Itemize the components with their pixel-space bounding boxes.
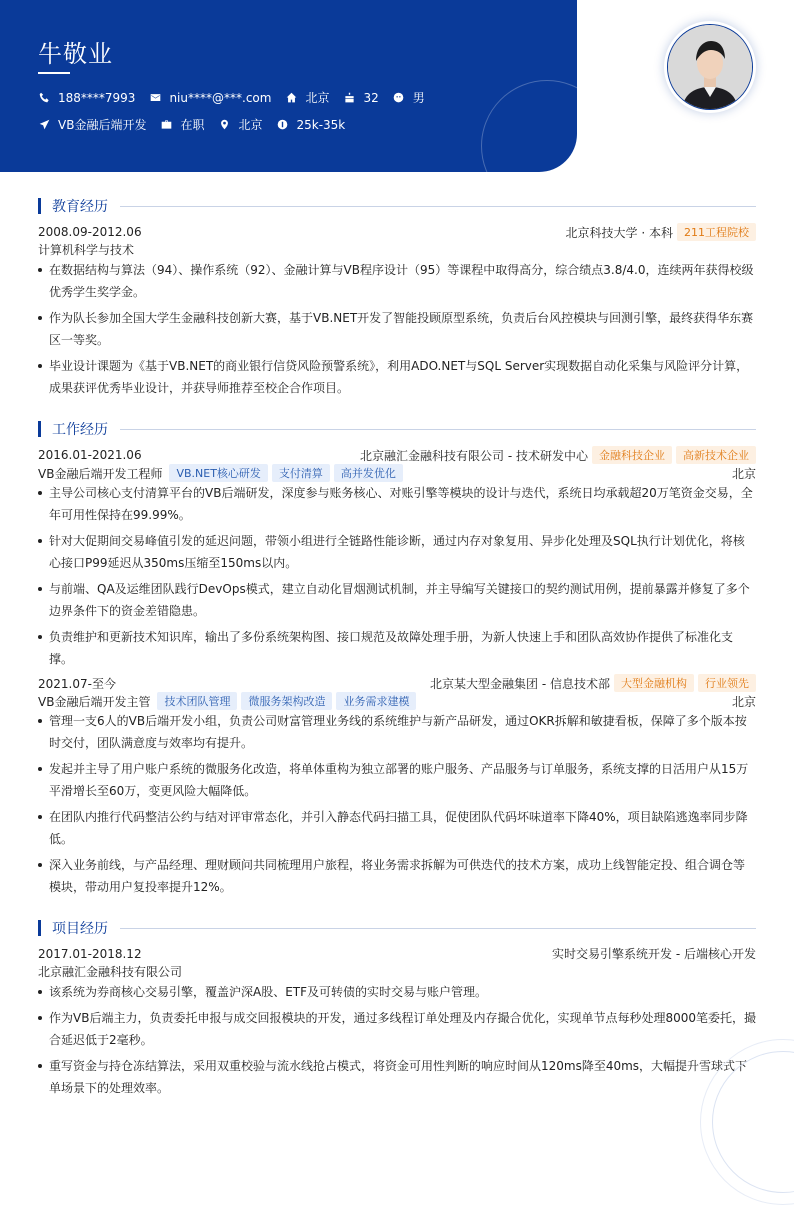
salary-text: 25k-35k (296, 117, 346, 132)
list-item: 针对大促期间交易峰值引发的延迟问题，带领小组进行全链路性能诊断，通过内存对象复用、异步化处理及SQL执行计划优化，将核心接口P99延迟从350ms压缩至150ms以内。 (38, 530, 756, 574)
city-text: 北京 (305, 91, 330, 105)
list-item: 负责维护和更新技术知识库，输出了多份系统架构图、接口规范及故障处理手册，为新人快速上手和团队高效协作提供了标准化支撑。 (38, 626, 756, 670)
mail-icon (149, 92, 161, 104)
salary-item (276, 118, 345, 132)
list-item: 在团队内推行代码整洁公约与结对评审常态化，并引入静态代码扫描工具，促使团队代码坏味道率下降40%，项目缺陷逃逸率同步降低。 (38, 806, 756, 850)
company-tag: 大型金融机构 (614, 674, 694, 692)
gender-text: 男 (412, 91, 425, 105)
target-job-text: VB金融后端开发 (58, 118, 147, 132)
age-item (343, 91, 378, 105)
portrait-image (668, 25, 752, 109)
project-section-title: 项目经历 (38, 918, 756, 938)
list-item: 发起并主导了用户账户系统的微服务化改造，将单体重构为独立部署的账户服务、产品服务与订单服务，系统支撑的日活用户从15万平滑增长至60万，变更风险大幅降低。 (38, 758, 756, 802)
header-banner (0, 0, 577, 172)
decorative-circle (481, 80, 577, 172)
status-item (160, 116, 204, 133)
company-tag: 高新技术企业 (676, 446, 756, 464)
education-major-row (38, 241, 756, 258)
work-section-title: 工作经历 (38, 419, 756, 439)
title-accent-bar (38, 920, 41, 936)
project-role: 实时交易引擎系统开发 - 后端核心开发 (552, 947, 756, 961)
list-item: 深入业务前线，与产品经理、理财顾问共同梳理用户旅程，将业务需求拆解为可供迭代的技术方案，成功上线智能定投、组合调仓等模块，带动用户复投率提升12%。 (38, 854, 756, 898)
education-school: 北京科技大学 · 本科 (565, 225, 673, 240)
email-text: niu****@***.com (169, 90, 272, 105)
name-underline (38, 72, 70, 74)
project-period: 2017.01-2018.12 (38, 946, 142, 961)
education-period: 2008.09-2012.06 (38, 225, 142, 239)
work-2-header-row (38, 674, 756, 692)
title-divider (120, 206, 756, 207)
school-tag: 211工程院校 (677, 223, 756, 241)
list-item: 毕业设计课题为《基于VB.NET的商业银行信贷风险预警系统》，利用ADO.NET与SQL Server实现数据自动化采集与风险评分计算，成果获评优秀毕业设计，并获导师推荐至校企合作项目。 (38, 355, 756, 399)
work-1-bullets (38, 482, 756, 674)
work-1-title: VB金融后端开发工程师 (38, 466, 163, 481)
send-icon (38, 119, 50, 131)
education-section-title: 教育经历 (38, 196, 756, 216)
email-item (149, 91, 271, 105)
work-2-city: 北京 (731, 694, 756, 709)
location-icon (218, 119, 230, 131)
project-bullets (38, 981, 756, 1103)
company-tag: 金融科技企业 (592, 446, 672, 464)
avatar (667, 24, 753, 110)
city-item (285, 89, 329, 106)
list-item: 作为队长参加全国大学生金融科技创新大赛，基于VB.NET开发了智能投顾原型系统，负责后台风控模块与回测引擎，最终获得华东赛区一等奖。 (38, 307, 756, 351)
education-header-row (38, 223, 756, 241)
skill-tag: VB.NET核心研发 (169, 464, 267, 482)
candidate-name: 牛敬业 (38, 40, 113, 68)
title-accent-bar (38, 421, 41, 437)
work-1-header-row (38, 446, 756, 464)
work-2-title-row (38, 692, 756, 710)
list-item: 与前端、QA及运维团队践行DevOps模式，建立自动化冒烟测试机制，并主导编写关键接口的契约测试用例，提前暴露并修复了多个边界条件下的资金差错隐患。 (38, 578, 756, 622)
target-job-item (38, 116, 146, 133)
project-company: 北京融汇金融科技有限公司 (38, 965, 183, 979)
contact-row (38, 89, 439, 106)
target-city-text: 北京 (238, 118, 263, 132)
list-item: 在数据结构与算法（94）、操作系统（92）、金融计算与VB程序设计（95）等课程中取得高分，综合绩点3.8/4.0，连续两年获得校级优秀学生奖学金。 (38, 259, 756, 303)
skill-tag: 高并发优化 (334, 464, 403, 482)
work-1-title-row (38, 464, 756, 482)
list-item: 主导公司核心支付清算平台的VB后端研发，深度参与账务核心、对账引擎等模块的设计与迭代，系统日均承载超20万笔资金交易，全年可用性保持在99.99%。 (38, 482, 756, 526)
project-header-row (38, 945, 756, 962)
gender-item (393, 89, 425, 106)
phone-item (38, 91, 135, 105)
home-icon (285, 92, 297, 104)
skill-tag: 技术团队管理 (157, 692, 237, 710)
work-2-title: VB金融后端开发主管 (38, 694, 151, 709)
education-major: 计算机科学与技术 (38, 243, 135, 257)
skill-tag: 业务需求建模 (336, 692, 416, 710)
title-accent-bar (38, 198, 41, 214)
gender-icon (393, 92, 405, 104)
skill-tag: 微服务架构改造 (241, 692, 332, 710)
work-1-city: 北京 (731, 466, 756, 481)
money-icon (276, 119, 288, 131)
phone-text: 188****7993 (58, 90, 136, 105)
briefcase-icon (160, 119, 172, 131)
avatar-frame (664, 21, 756, 113)
work-2-bullets (38, 710, 756, 902)
work-1-period: 2016.01-2021.06 (38, 448, 142, 462)
title-divider (120, 429, 756, 430)
list-item: 该系统为券商核心交易引擎，覆盖沪深A股、ETF及可转债的实时交易与账户管理。 (38, 981, 756, 1003)
work-1-company: 北京融汇金融科技有限公司 - 技术研发中心 (360, 448, 588, 463)
list-item: 作为VB后端主力，负责委托申报与成交回报模块的开发，通过多线程订单处理及内存撮合优化，实现单节点每秒处理8000笔委托，撮合延迟低于2毫秒。 (38, 1007, 756, 1051)
company-tag: 行业领先 (698, 674, 756, 692)
phone-icon (38, 92, 50, 104)
list-item: 管理一支6人的VB后端开发小组，负责公司财富管理业务线的系统维护与新产品研发，通过OKR拆解和敏捷看板，保障了多个版本按时交付，团队满意度与效率均有提升。 (38, 710, 756, 754)
education-bullets (38, 259, 756, 403)
list-item: 重写资金与持仓冻结算法，采用双重校验与流水线抢占模式，将资金可用性判断的响应时间从120ms降至40ms，大幅提升雪球式下单场景下的处理效率。 (38, 1055, 756, 1099)
target-city-item (218, 116, 262, 133)
age-text: 32 (363, 90, 379, 105)
skill-tag: 支付清算 (272, 464, 330, 482)
status-text: 在职 (180, 118, 205, 132)
title-divider (120, 928, 756, 929)
work-2-company: 北京某大型金融集团 - 信息技术部 (430, 676, 610, 691)
work-2-period: 2021.07-至今 (38, 676, 116, 691)
job-intent-row (38, 116, 359, 133)
cake-icon (343, 92, 355, 104)
project-company-row (38, 963, 756, 980)
